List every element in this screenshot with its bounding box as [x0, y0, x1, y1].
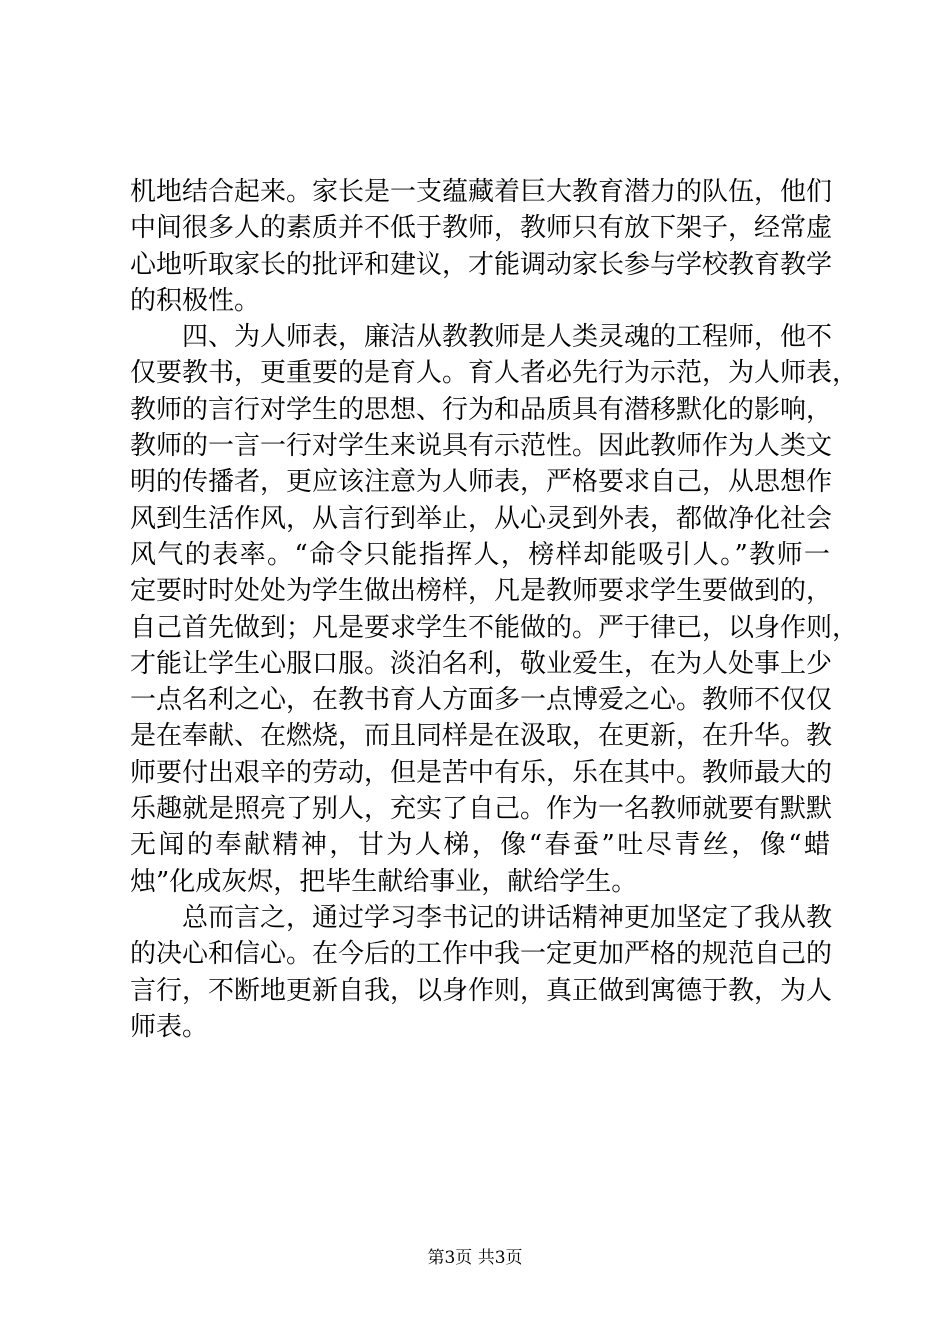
- text-line: 是在奉献、在燃烧，而且同样是在汲取，在更新，在升华。教: [130, 721, 833, 752]
- text-line: 教师的言行对学生的思想、行为和品质具有潜移默化的影响，: [130, 394, 833, 425]
- text-line: 一点名利之心，在教书育人方面多一点博爱之心。教师不仅仅: [130, 685, 833, 716]
- text-line: 中间很多人的素质并不低于教师，教师只有放下架子，经常虚: [130, 213, 833, 244]
- text-line: 机地结合起来。家长是一支蕴藏着巨大教育潜力的队伍，他们: [130, 177, 833, 207]
- text-line: 师表。: [130, 1011, 209, 1042]
- text-line: 总而言之，通过学习李书记的讲话精神更加坚定了我从教: [130, 902, 833, 933]
- text-line: 烛”化成灰烬，把毕生献给事业，献给学生。: [130, 866, 638, 897]
- text-line: 自己首先做到；凡是要求学生不能做的。严于律已，以身作则，: [130, 612, 859, 643]
- text-line: 无闻的奉献精神，甘为人梯，像“春蚕”吐尽青丝，像“蜡: [130, 830, 830, 861]
- text-line: 风气的表率。“命令只能指挥人，榜样却能吸引人。”教师一: [130, 539, 830, 570]
- text-line: 乐趣就是照亮了别人，充实了自己。作为一名教师就要有默默: [130, 794, 833, 825]
- body-text: [130, 174, 859, 1045]
- text-line: 四、为人师表，廉洁从教教师是人类灵魂的工程师，他不: [130, 322, 833, 353]
- text-line: 明的传播者，更应该注意为人师表，严格要求自己，从思想作: [130, 467, 833, 498]
- page-footer: 第3页 共3页: [427, 1248, 523, 1268]
- text-line: 风到生活作风，从言行到举止，从心灵到外表，都做净化社会: [130, 503, 833, 534]
- text-line: 师要付出艰辛的劳动，但是苦中有乐，乐在其中。教师最大的: [130, 757, 833, 788]
- text-line: 的决心和信心。在今后的工作中我一定更加严格的规范自己的: [130, 939, 833, 970]
- text-line: 教师的一言一行对学生来说具有示范性。因此教师作为人类文: [130, 431, 833, 462]
- text-line: 定要时时处处为学生做出榜样，凡是教师要求学生要做到的，: [130, 576, 833, 607]
- text-line: 的积极性。: [130, 285, 261, 316]
- text-line: 仅要教书，更重要的是育人。育人者必先行为示范，为人师表，: [130, 358, 859, 389]
- text-line: 才能让学生心服口服。淡泊名利，敬业爱生，在为人处事上少: [130, 648, 833, 679]
- text-line: 心地听取家长的批评和建议，才能调动家长参与学校教育教学: [130, 249, 833, 280]
- text-line: 言行，不断地更新自我，以身作则，真正做到寓德于教，为人: [130, 975, 833, 1006]
